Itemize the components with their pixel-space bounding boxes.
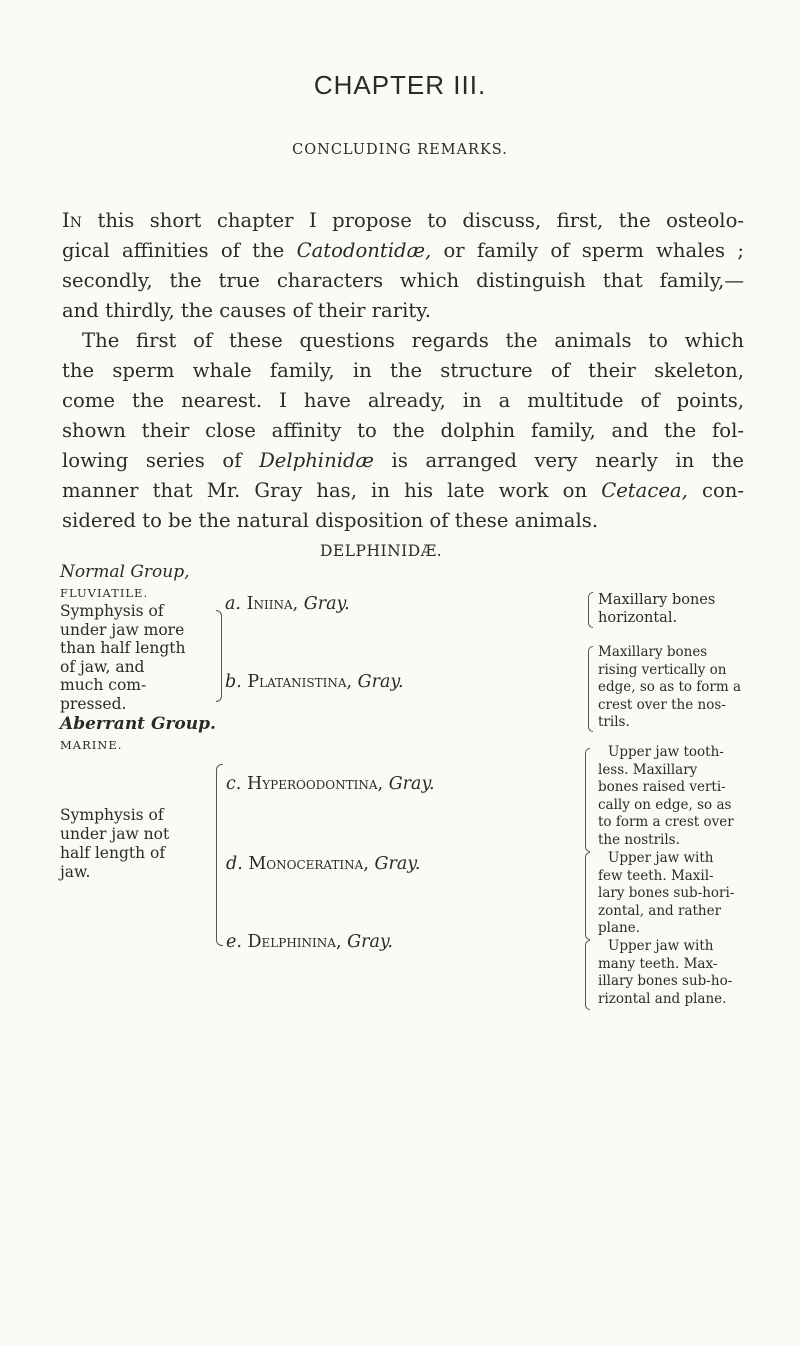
aberrant-group-desc — [60, 806, 169, 882]
text-line: sidered to be the natural disposition of these animals. — [62, 509, 599, 532]
note-line: Maxillary bones — [598, 592, 716, 608]
note-a — [598, 592, 748, 627]
normal-group-desc — [60, 602, 185, 713]
note-line: cally on edge, so as — [598, 796, 732, 813]
left-brace — [588, 646, 593, 732]
text-line: and thirdly, the causes of their rarity. — [62, 299, 431, 322]
note-line: the nostrils. — [598, 831, 680, 848]
note-line: Upper jaw with — [608, 850, 714, 866]
text-line: lowing series of Delphinidæ is arranged very nearly in the — [62, 449, 744, 472]
note-line: zontal, and rather — [598, 902, 722, 919]
chapter-title: CHAPTER III. — [313, 70, 487, 100]
desc-line: pressed. — [60, 694, 127, 713]
text-line: secondly, the true characters which distinguish that family,— — [62, 269, 744, 292]
text-line: the sperm whale family, in the structure of their skeleton, — [62, 359, 744, 382]
note-line: Upper jaw with — [608, 938, 714, 954]
note-line: plane. — [598, 920, 640, 936]
left-brace — [585, 852, 590, 940]
note-line: crest over the nos- — [598, 696, 726, 713]
left-brace — [585, 940, 590, 1010]
note-line: trils. — [598, 714, 630, 730]
note-e — [598, 938, 748, 1008]
note-d — [598, 850, 748, 938]
table-title: DELPHINIDÆ. — [320, 542, 443, 560]
right-brace — [216, 610, 222, 702]
note-line: rising vertically on — [598, 661, 727, 678]
desc-line: under jaw not — [60, 825, 170, 843]
desc-line: Symphysis of — [60, 602, 164, 620]
paragraph-2 — [62, 326, 744, 536]
desc-line: half length of — [60, 844, 166, 862]
subfamily-d: d. Monoceratina, Gray. — [226, 854, 421, 874]
text-line: In this short chapter I propose to discuss, first, the osteolo- — [62, 209, 744, 232]
text-line: shown their close affinity to the dolphin family, and the fol- — [62, 419, 744, 442]
desc-line: under jaw more — [60, 620, 185, 639]
text-line: manner that Mr. Gray has, in his late work on Cetacea, con- — [62, 479, 744, 502]
note-line: lary bones sub-hori- — [598, 885, 735, 901]
note-line: to form a crest over — [598, 814, 734, 830]
aberrant-group-habitat: MARINE. — [60, 738, 123, 752]
left-brace — [585, 748, 590, 852]
note-line: edge, so as to form a — [598, 679, 742, 695]
note-c — [598, 744, 748, 849]
desc-line: Symphysis of — [60, 806, 164, 824]
note-line: bones raised verti- — [598, 779, 726, 795]
note-b — [598, 644, 748, 732]
text-line: gical affinities of the Catodontidæ, or family of sperm whales ; — [62, 239, 745, 262]
note-line: Maxillary bones — [598, 644, 708, 660]
normal-group-heading: Normal Group, — [60, 562, 190, 582]
note-line: many teeth. Max- — [598, 955, 718, 972]
text-line: come the nearest. I have already, in a multitude of points, — [62, 389, 744, 412]
subfamily-c: c. Hyperoodontina, Gray. — [226, 774, 435, 794]
subfamily-b: b. Platanistina, Gray. — [225, 672, 404, 692]
desc-line: much com- — [60, 676, 147, 694]
desc-line: jaw. — [60, 863, 91, 881]
note-line: Upper jaw tooth- — [608, 744, 724, 760]
subfamily-a: a. Iniina, Gray. — [225, 594, 350, 614]
note-line: illary bones sub-ho- — [598, 973, 733, 989]
aberrant-group-heading: Aberrant Group. — [60, 714, 216, 734]
desc-line: of jaw, and — [60, 657, 145, 676]
note-line: horizontal. — [598, 609, 678, 626]
subfamily-e: e. Delphinina, Gray. — [226, 932, 393, 952]
left-brace — [216, 764, 223, 946]
chapter-subtitle: CONCLUDING REMARKS. — [292, 142, 508, 158]
left-brace — [588, 592, 593, 628]
desc-line: than half length — [60, 639, 186, 657]
note-line: less. Maxillary — [598, 761, 698, 778]
text-line: The first of these questions regards the animals to which — [82, 329, 744, 352]
note-line: rizontal and plane. — [598, 990, 727, 1007]
note-line: few teeth. Maxil- — [598, 867, 714, 884]
normal-group-habitat: FLUVIATILE. — [60, 586, 149, 600]
paragraph-1 — [62, 206, 744, 326]
